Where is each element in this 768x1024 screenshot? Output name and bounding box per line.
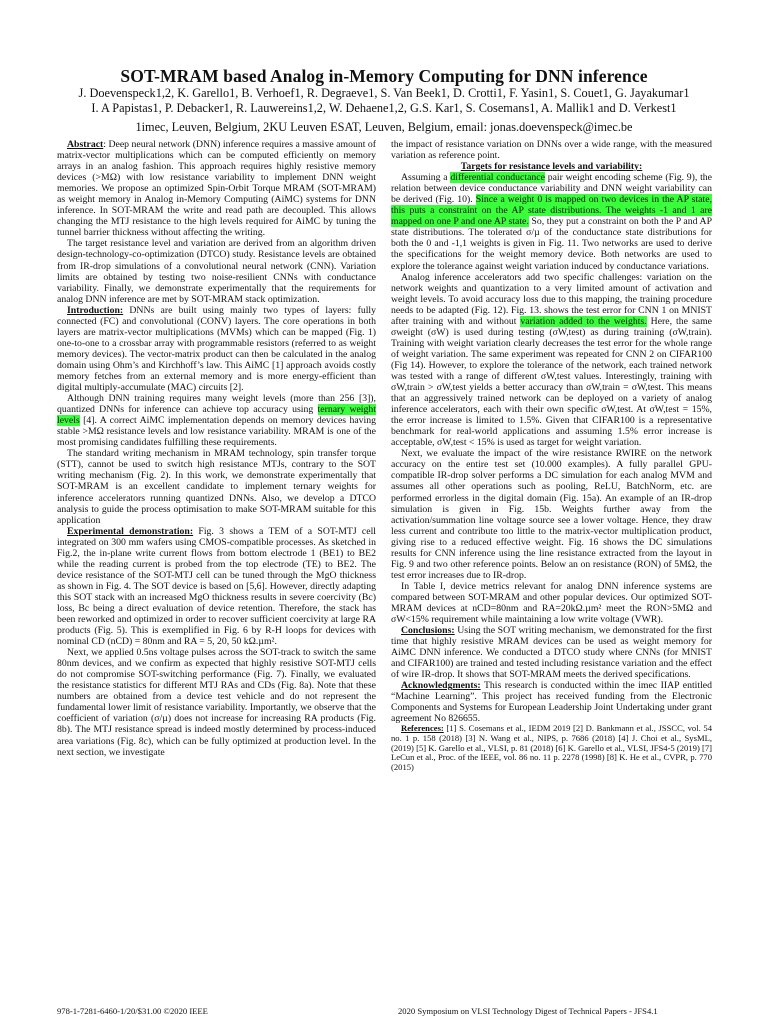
conclusions-paragraph: Conclusions: Using the SOT writing mechanism, we demonstrated for the first time that highly resistive MRAM devices can be used as weight memory for AiMC DNN inference. We conducted a DTCO study where CNNs (for MNIST and CIFAR100) are trained and tested including resistance variation and the effect of wire IR-drop. It shows that SOT-MRAM meets the derived specifications. [391, 625, 712, 681]
intro-paragraph-2: Although DNN training requires many weight levels (more than 256 [3]), quantized DNNs for inference can achieve top accuracy using ternary weight levels [4]. A correct AiMC implementation depends on memory devices having stable >MΩ resistance levels and low resistance variability. MRAM is one of the most promising candidates fulfilling these requirements. [57, 393, 376, 449]
references-paragraph: References: [1] S. Cosemans et al., IEDM 2019 [2] D. Bankmann et al., JSSCC, vol. 54 no. 1 p. 158 (2018) [3] N. Wang et al., NIPS, p. 7686 (2018) [4] J. Choi et al., SysML, (2019) [5] K. Garello et al., VLSI, p. 81 (2018) [6] K. Garello et al., VLSI, JFS4-5 (2019) [7] LeCun et al., Proc. of the IEEE, vol. 86 no. 11 p. 2278 (1998) [8] K. He et al., CVPR, p. 770 (2015) [391, 723, 712, 772]
targets-heading: Targets for resistance levels and variability: [460, 161, 643, 173]
acknowledgments-heading: Acknowledgments: [401, 680, 481, 692]
experimental-paragraph-2: Next, we applied 0.5ns voltage pulses across the SOT-track to switch the same 80nm devices, and we confirm as expected that highly resistive SOT-MTJ cells do not compromise SOT-switching performance (Fig. 7). Finally, we evaluated the resistance statistics for different MTJ RAs and CDs (Fig. 8a). Note that these numbers are obtained from a device test vehicle and do not represent the fundamental lower limit of resistance variability. Importantly, we observe that the coefficient of variation (σ/µ) does not increase for increasing RA products (Fig. 8b). The MTJ resistance spread is indeed mostly determined by process-induced area variations (Fig. 8c), which can be fully optimized at production level. In the next section, we investigate [57, 647, 376, 758]
abstract-paragraph-2: The target resistance level and variation are derived from an algorithm driven design-technology-co-optimization (DTCO) study. Resistance levels are obtained from IR-drop simulations of a convolutional neural network (CNN). Variation limits are obtained by testing two noise-resilient CNNs with conductance variability. Finally, we demonstrate experimentally that the requirements for analog DNN inference are met by SOT-MRAM stack optimization. [57, 238, 376, 305]
footer-proceedings: 2020 Symposium on VLSI Technology Digest of Technical Papers - JFS4.1 [398, 1006, 658, 1016]
author-line-1: J. Doevenspeck1,2, K. Garello1, B. Verhoef1, R. Degraeve1, S. Van Beek1, D. Crotti1, F. Yasin1, S. Couet1, G. Jayakumar1 [78, 86, 690, 100]
continuation-paragraph: the impact of resistance variation on DNNs over a wide range, with the measured variation as reference point. [391, 139, 712, 162]
abstract-paragraph: Abstract: Deep neural network (DNN) inference requires a massive amount of matrix-vector multiplications which can be computed efficiently on memory arrays in an analog fashion. This approach requires highly resistive memory devices (>MΩ) with low resistance variability to implement DNN weight memories. We propose an optimized Spin-Orbit Torque MRAM (SOT-MRAM) as weight memory in Analog in-Memory Computing (AiMC) systems for DNN inference. In SOT-MRAM the write and read path are decoupled. This allows changing the MTJ resistance to the high levels required for AiMC by tuning the tunnel barrier thickness without affecting the writing. [57, 139, 376, 239]
targets-paragraph-2: Analog inference accelerators add two specific challenges: variation on the network weights and quantization to a very limited amount of activation and weight levels. To avoid accuracy loss due to this mapping, the training procedure needs to be adapted (Fig. 12). Fig. 13. shows the test error for CNN 1 on MNIST after training with and without variation added to the weights. Here, the same σweight (σW) is used during testing (σW,test) as during training (σW,train). Training with weight variation clearly decreases the test error for the whole range of weight variation. The same experiment was repeated for CNN 2 on CIFAR100 (Fig 14). However, to explore the tolerance of the network, each trained network was tested with a range of different σW,test values. Interestingly, training with σW,train > σW,test yields a better accuracy than σW,train = σW,test. This means that an aggressively trained network can be deployed on a variety of analog inference accelerators, each with their own specific σW,test. At σW,test = 15%, the error increase is limited to 1.5%. Given that CIFAR100 is a representative benchmark for real-world applications and assuming 1.5% error increase is acceptable, σW,test < 15% is used as target for weight variation. [391, 271, 713, 449]
targets-paragraph-4: In Table I, device metrics relevant for analog DNN inference systems are compared between SOT-MRAM and other popular devices. Our optimized SOT-MRAM devices at nCD=80nm and RA=20kΩ.µm² meet the RON>5MΩ and σW<15% requirement while maintaining a low write voltage (VWR). [391, 580, 712, 626]
affiliation-line: 1imec, Leuven, Belgium, 2KU Leuven ESAT, Leuven, Belgium, email: jonas.doevenspeck@imec.be [135, 120, 633, 134]
author-line-2: I. A Papistas1, P. Debacker1, R. Lauwereins1,2, W. Dehaene1,2, G.S. Kar1, S. Cosemans1, A. Mallik1 and D. Verkest1 [91, 101, 677, 115]
targets-paragraph-3: Next, we evaluate the impact of the wire resistance RWIRE on the network accuracy on the entire test set (10.000 examples). A fully parallel GPU-compatible IR-drop solver performs a DC simulation for each analog MVM and assumes all other operations such as pooling, ReLU, BatchNorm, etc. are performed errorless in the digital domain (Fig. 15a). An example of an IR-drop simulation is given in Fig. 15b. Weights further away from the activation/summation line voltage source see a lower voltage. Hence, they draw less current and contribute too little to the matrix-vector multiplication product, giving rise to a reduced effective weight. Fig. 16 shows the DC simulations results for CNN inference using the line resistance extracted from the layout in Fig. 9 and two other reference points. Below an on resistance (RON) of 5MΩ, the test error increases due to IR-drop. [391, 448, 712, 581]
left-column [57, 139, 376, 758]
intro-paragraph-3: The standard writing mechanism in MRAM technology, spin transfer torque (STT), cannot be used to switch high resistance MTJs, contrary to the SOT writing mechanism (Fig. 2). In this work, we demonstrate experimentally that SOT-MRAM is an excellent candidate to implement ternary weights for inference accelerators running quantized DNNs. Also, we develop a DTCO analysis to guide the process optimisation to make SOT-MRAM suitable for this application [57, 448, 376, 526]
right-column [391, 139, 712, 772]
conclusions-heading: Conclusions: [401, 625, 455, 637]
experimental-paragraph-1: Experimental demonstration: Fig. 3 shows a TEM of a SOT-MTJ cell integrated on 300 mm wafers using CMOS-compatible processes. As sketched in Fig.2, the in-plane write current flows from bottom electrode 1 (BE1) to BE2 while the reading current is probed from the top electrode (TE) to BE2. The device resistance of the SOT-MTJ cell can be tuned through the MgO thickness as shown in Fig. 4. The SOT device is based on [5,6]. However, directly adapting this SOT stack with an increased MgO thickness results in severe coercivity (Bc) loss, Bc being a direct evaluation of device retention. Therefore, the stack has been reworked and optimized in order to recover sufficient coercivity at large RA products (Fig. 5). This is exemplified in Fig. 6 by R-H loops for devices with nominal CD (nCD) = 80nm and RA = 5, 20, 50 kΩ.µm². [57, 525, 376, 648]
targets-paragraph-1: Assuming a differential conductance pair weight encoding scheme (Fig. 9), the relation between device conductance variability and DNN weight variability can be derived (Fig. 10). Since a weight 0 is mapped on two devices in the AP state, this puts a constraint on the AP state distributions. The weights -1 and 1 are mapped on one P and one AP state. So, they put a constraint on both the P and AP state distributions. The tolerated σ/µ of the conductance state distributions for both the 0 and -1,1 weights is given in Fig. 11. Two networks are used to derive the specifications for the weight memory device. Both networks are used to explore the tolerance against weight variation induced by conductance variations. [391, 172, 712, 272]
abstract-heading: Abstract [67, 139, 104, 150]
acknowledgments-paragraph: Acknowledgments: This research is conducted within the imec IIAP entitled “Machine Learning”. This project has received funding from the Electronic Components and Systems for European Leadership Joint Undertaking under grant agreement No 826655. [391, 680, 712, 725]
references-heading: References: [401, 723, 444, 734]
highlight-differential: differential conductance [450, 172, 545, 184]
footer-isbn: 978-1-7281-6460-1/20/$31.00 ©2020 IEEE [57, 1006, 208, 1016]
intro-paragraph-1: Introduction: DNNs are built using mainly two types of layers: fully connected (FC) and convolutional (CONV) layers. The core operations in both layers are matrix-vector multiplications (MVMs) which can be mapped (Fig. 1) one-to-one to a crossbar array with programmable resistors (referred to as weight memory devices). The vector-matrix product can then be calculated in the analog domain using Ohm’s and Kirchhoff’s law. This AiMC [1] approach avoids costly memory fetches from an external memory and is more energy-efficient than digital multiply-accumulate (MAC) circuits [2]. [57, 304, 376, 394]
highlight-ternary: ternary weight levels [57, 404, 376, 427]
highlight-weight-mapping: Since a weight 0 is mapped on two devices in the AP state, this puts a constraint on the AP state distributions. The weights -1 and 1 are mapped on one P and one AP state. [391, 194, 712, 228]
experimental-heading: Experimental demonstration: [67, 525, 194, 537]
highlight-variation: variation added to the weights. [520, 315, 647, 327]
intro-heading: Introduction: [67, 304, 124, 316]
paper-title: SOT-MRAM based Analog in-Memory Computing for DNN inference [120, 66, 648, 86]
